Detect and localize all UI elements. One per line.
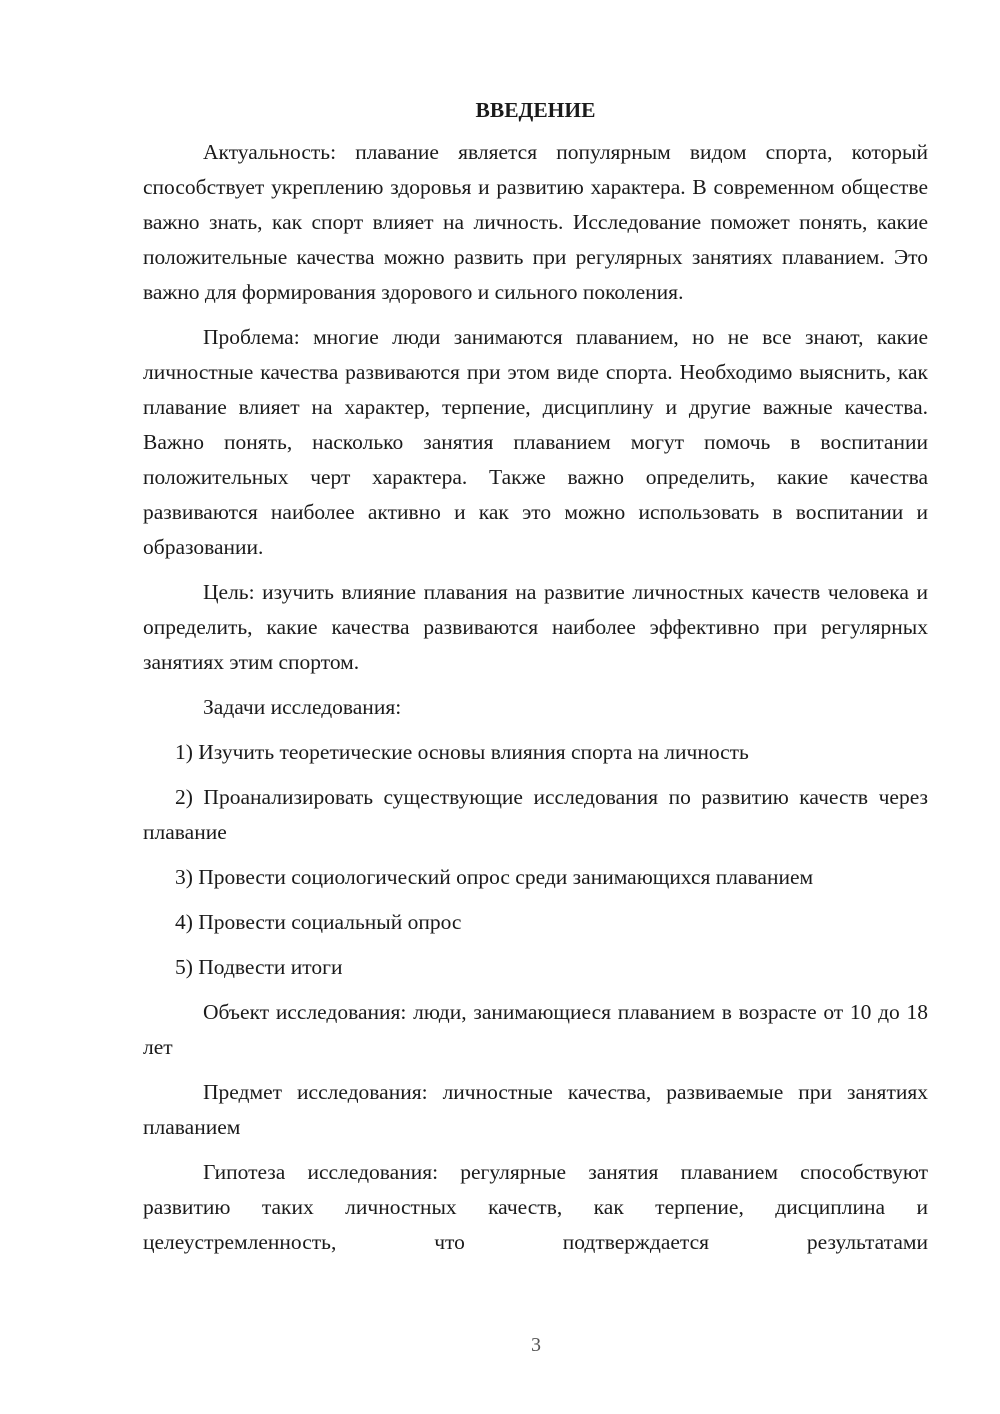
paragraph-subject: Предмет исследования: личностные качества, развиваемые при занятиях плаванием [143,1080,928,1139]
paragraph-relevance: Актуальность: плавание является популярным видом спорта, который способствует укреплению здоровья и развитию характера. В современном обществе важно знать, как спорт влияет на личность. Исследование поможет понять, какие положительные качества можно развить при регулярных занятиях плаванием. Это важно для формирования здорового и сильного поколения. [143,140,928,304]
task-item: 3) Провести социологический опрос среди занимающихся плаванием [175,865,814,889]
task-item: 2) Проанализировать существующие исследования по развитию качеств через плавание [143,785,928,844]
task-item: 4) Провести социальный опрос [175,910,462,934]
task-item: 1) Изучить теоретические основы влияния спорта на личность [175,740,749,764]
page-number: 3 [531,1334,541,1356]
section-title: ВВЕДЕНИЕ [475,98,596,122]
paragraph-object: Объект исследования: люди, занимающиеся плаванием в возрасте от 10 до 18 лет [143,1000,928,1059]
paragraph-hypothesis: Гипотеза исследования: регулярные занятия плаванием способствуют развитию таких личностных качеств, как терпение, дисциплина и целеустремленность, что подтверждается результатами [143,1160,928,1254]
document-page [143,95,928,1270]
tasks-heading: Задачи исследования: [203,695,402,719]
paragraph-problem: Проблема: многие люди занимаются плаванием, но не все знают, какие личностные качества развиваются при этом виде спорта. Необходимо выяснить, как плавание влияет на характер, терпение, дисциплину и другие важные качества. Важно понять, насколько занятия плаванием могут помочь в воспитании положительных черт характера. Также важно определить, какие качества развиваются наиболее активно и как это можно использовать в воспитании и образовании. [143,325,928,559]
paragraph-goal: Цель: изучить влияние плавания на развитие личностных качеств человека и определить, какие качества развиваются наиболее эффективно при регулярных занятиях этим спортом. [143,580,928,674]
task-item: 5) Подвести итоги [175,955,343,979]
